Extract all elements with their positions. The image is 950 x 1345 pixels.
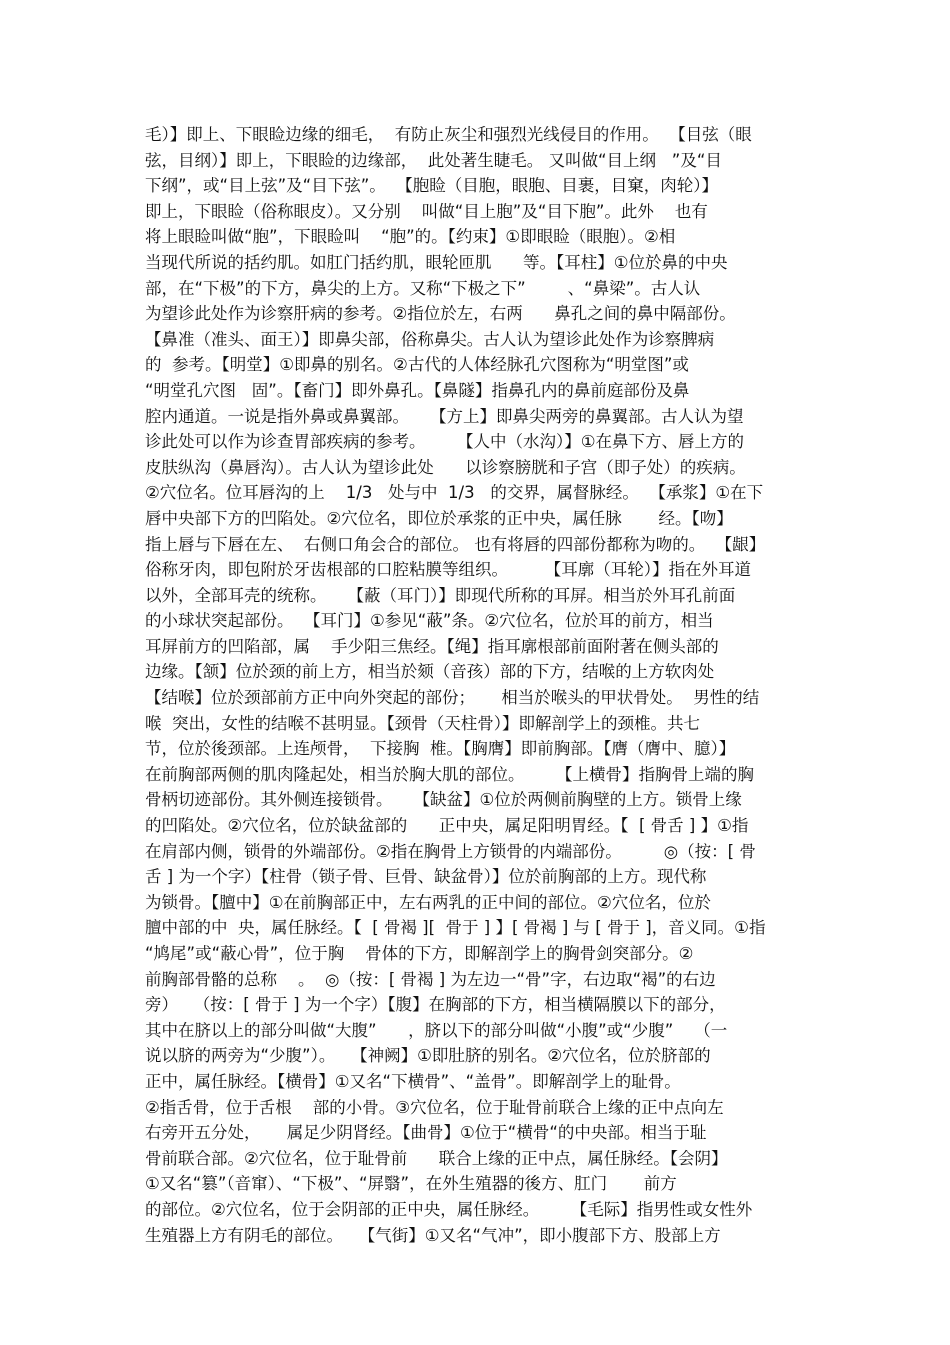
text-line: 旁） （按：[ 骨于 ] 为一个字）【腹】在胸部的下方，相当横隔膜以下的部分， bbox=[145, 995, 726, 1015]
text-line: 毛）】即上、下眼睑边缘的细毛， 有防止灰尘和强烈光线侵目的作用。 【目弦（眼 bbox=[145, 125, 752, 144]
text-line: 说以脐的两旁为“少腹”）。 【神阙】①即肚脐的别名。②穴位名，位於脐部的 bbox=[145, 1046, 711, 1066]
text-line: 指上唇与下唇在左、 右侧口角会合的部位。 也有将唇的四部份都称为吻的。 【龈】 bbox=[145, 534, 766, 554]
text-line: 在肩部内侧，锁骨的外端部份。②指在胸骨上方锁骨的内端部份。 ◎（按：[ 骨 bbox=[145, 841, 756, 861]
text-line: 为锁骨。【膻中】①在前胸部正中，左右两乳的正中间的部位。②穴位名，位於 bbox=[145, 892, 711, 912]
text-line: 以外，全部耳壳的统称。 【蔽（耳门）】即现代所称的耳屏。相当於外耳孔前面 bbox=[145, 585, 736, 605]
text-line: 喉 突出，女性的结喉不甚明显。【颈骨（天柱骨）】即解剖学上的颈椎。共七 bbox=[145, 713, 700, 733]
text-line: 骨前联合部。②穴位名，位于耻骨前 联合上缘的正中点，属任脉经。【会阴】 bbox=[145, 1148, 728, 1168]
text-line: 右旁开五分处， 属足少阴肾经。【曲骨】①位于“横骨“的中央部。相当于耻 bbox=[145, 1123, 707, 1143]
text-line: 舌 ] 为一个字）【柱骨（锁子骨、巨骨、缺盆骨）】位於前胸部的上方。现代称 bbox=[145, 867, 707, 887]
text-line: 正中，属任脉经。【横骨】①又名“下横骨”、“盖骨”。即解剖学上的耻骨。 bbox=[145, 1071, 681, 1091]
text-line: 节，位於後颈部。上连颅骨， 下接胸 椎。【胸膺】即前胸部。【膺（膺中、臆）】 bbox=[145, 739, 736, 759]
text-line: 耳屏前方的凹陷部，属 手少阳三焦经。【绳】指耳廓根部前面附著在侧头部的 bbox=[145, 636, 719, 656]
text-line: 骨柄切迹部份。其外侧连接锁骨。 【缺盆】①位於两侧前胸壁的上方。锁骨上缘 bbox=[145, 790, 742, 810]
text-line: 的部位。②穴位名，位于会阴部的正中央，属任脉经。 【毛际】指男性或女性外 bbox=[145, 1199, 753, 1219]
text-line: 【鼻准（准头、面王）】即鼻尖部，俗称鼻尖。古人认为望诊此处作为诊察脾病 bbox=[145, 329, 715, 349]
text-line: 其中在脐以上的部分叫做“大腹” ，脐以下的部分叫做“小腹”或“少腹” （一 bbox=[145, 1020, 728, 1040]
text-line: 的凹陷处。②穴位名，位於缺盆部的 正中央，属足阳明胃经。【 [ 骨舌 ] 】①指 bbox=[145, 816, 749, 836]
text-line: 即上，下眼睑（俗称眼皮）。又分别 叫做“目上胞”及“目下胞”。此外 也有 bbox=[145, 201, 708, 221]
text-line: 边缘。【颔】位於颈的前上方，相当於颏（音孩）部的下方，结喉的上方软肉处 bbox=[145, 662, 715, 682]
text-line: ②指舌骨，位于舌根 部的小骨。③穴位名，位于耻骨前联合上缘的正中点向左 bbox=[145, 1097, 724, 1117]
text-line: 部，在“下极”的下方，鼻尖的上方。又称“下极之下” 、“鼻梁”。古人认 bbox=[145, 278, 701, 298]
text-line: 前胸部骨骼的总称 。 ◎（按：[ 骨褐 ] 为左边一“骨”字，右边取“褐”的右边 bbox=[145, 969, 716, 989]
text-line: 诊此处可以作为诊查胃部疾病的参考。 【人中（水沟）】①在鼻下方、唇上方的 bbox=[145, 432, 745, 452]
text-line: 皮肤纵沟（鼻唇沟）。古人认为望诊此处 以诊察膀胱和子宫（即子处）的疾病。 bbox=[145, 457, 746, 477]
text-line: 的小球状突起部份。 【耳门】①参见“蔽”条。②穴位名，位於耳的前方，相当 bbox=[145, 611, 714, 631]
text-line: 在前胸部两侧的肌肉隆起处，相当於胸大肌的部位。 【上横骨】指胸骨上端的胸 bbox=[145, 764, 754, 784]
text-line: “鸠尾”或“蔽心骨”，位于胸 骨体的下方，即解剖学上的胸骨剑突部分。② bbox=[145, 944, 694, 963]
text-line: 腔内通道。一说是指外鼻或鼻翼部。 【方上】即鼻尖两旁的鼻翼部。古人认为望 bbox=[145, 406, 744, 426]
text-line: 生殖器上方有阴毛的部位。 【气街】①又名“气冲”，即小腹部下方、股部上方 bbox=[145, 1225, 721, 1245]
text-line: “明堂孔穴图 固”。【畜门】即外鼻孔。【鼻隧】指鼻孔内的鼻前庭部份及鼻 bbox=[145, 380, 690, 400]
text-line: 当现代所说的括约肌。如肛门括约肌，眼轮匝肌 等。【耳柱】①位於鼻的中央 bbox=[145, 252, 728, 272]
text-line: 下纲”，或“目上弦”及“目下弦”。 【胞睑（目胞，眼胞、目裹，目窠，肉轮）】 bbox=[145, 176, 718, 196]
body-text bbox=[145, 122, 825, 1248]
text-line: 【结喉】位於颈部前方正中向外突起的部份； 相当於喉头的甲状骨处。 男性的结 bbox=[145, 688, 760, 708]
text-line: 俗称牙肉，即包附於牙齿根部的口腔粘膜等组织。 【耳廓（耳轮）】指在外耳道 bbox=[145, 560, 751, 580]
text-line: 膻中部的中 央，属任脉经。【 [ 骨褐 ][ 骨于 ] 】[ 骨褐 ] 与 [ 骨于 ]，音义同。①指 bbox=[145, 918, 766, 938]
text-line: 将上眼睑叫做“胞”，下眼睑叫 “胞”的。【约束】①即眼睑（眼胞）。②相 bbox=[145, 227, 676, 247]
text-line: 弦，目纲）】即上，下眼睑的边缘部， 此处著生睫毛。 又叫做“目上纲 ”及“目 bbox=[145, 150, 722, 170]
text-line: 为望诊此处作为诊察肝病的参考。②指位於左，右两 鼻孔之间的鼻中隔部份。 bbox=[145, 304, 736, 324]
text-line: ①又名“篡”（音窜）、“下极”、“屏翳”，在外生殖器的後方、肛门 前方 bbox=[145, 1174, 677, 1194]
text-line: 的 参考。【明堂】①即鼻的别名。②古代的人体经脉孔穴图称为“明堂图”或 bbox=[145, 355, 689, 375]
text-line: 唇中央部下方的凹陷处。②穴位名，即位於承浆的正中央，属任脉 经。【吻】 bbox=[145, 508, 733, 528]
text-line: ②穴位名。位耳唇沟的上 1/3 处与中 1/3 的交界，属督脉经。 【承浆】①在下 bbox=[145, 483, 764, 503]
